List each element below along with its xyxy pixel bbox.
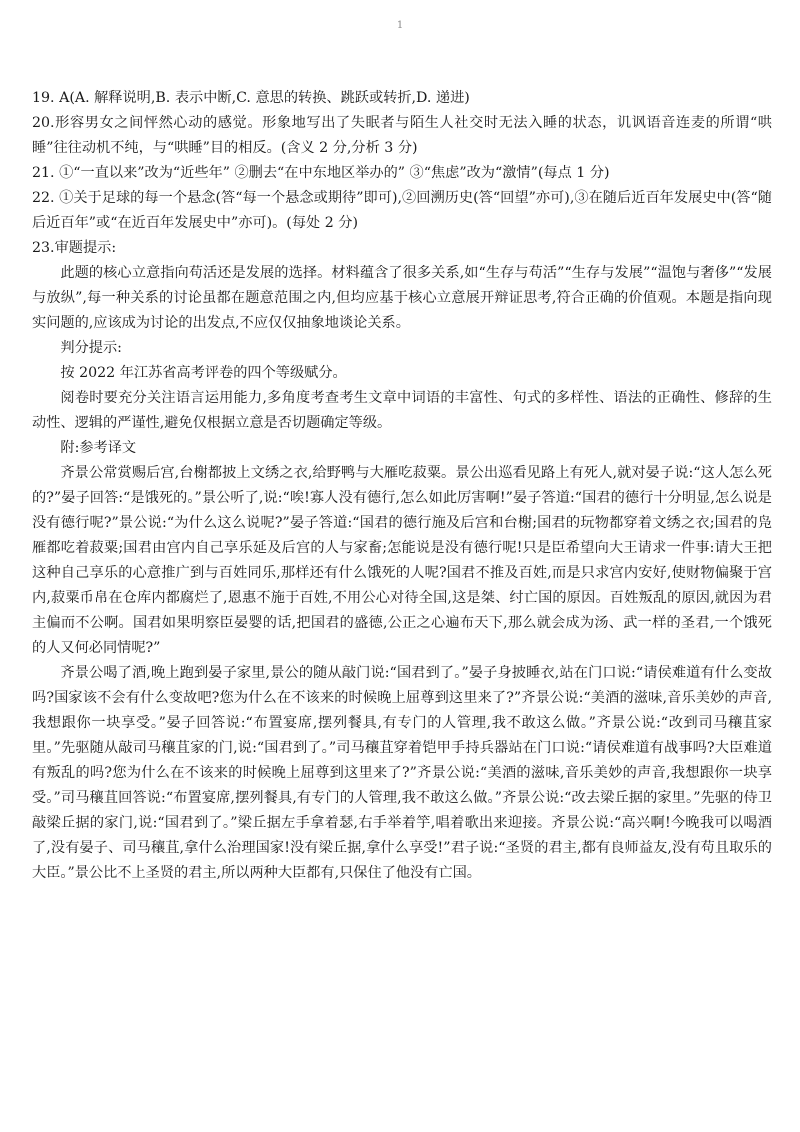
grading-title: 判分提示: <box>60 340 122 356</box>
answer-q23-title: 23.审题提示: <box>32 240 117 256</box>
answer-q20: 20.形容男女之间怦然心动的感觉。形象地写出了失眠者与陌生人社交时无法入睡的状态，讥讽语音连麦的所谓“哄睡”往往动机不纯，与“哄睡”目的相反。(含义 2 分,分析 3 分) <box>32 115 772 156</box>
translation-paragraph-2: 齐景公喝了酒,晚上跑到晏子家里,景公的随从敲门说:“国君到了。”晏子身披睡衣,站在门口说:“请侯难道有什么变故吗?国家该不会有什么变故吧?您为什么在不该来的时候晚上屈尊到这里来了?”齐景公说:“美酒的滋味,音乐美妙的声音,我想跟你一块享受。”晏子回答说:“布置宴席,摆列餐具,有专门的人管理,我不敢这么做。”齐景公说:“改到司马穰苴家里。”先驱随从敲司马穰苴家的门,说:“国君到了。”司马穰苴穿着铠甲手持兵器站在门口说:“请侯难道有战事吗?大臣难道有叛乱的吗?您为什么在不该来的时候晚上屈尊到这里来了?”齐景公说:“美酒的滋味,音乐美妙的声音,我想跟你一块享受。”司马穰苴回答说:“布置宴席,摆列餐具,有专门的人管理,我不敢这么做。”齐景公说:“改去梁丘据的家里。”先驱的侍卫敲梁丘据的家门,说:“国君到了。”梁丘据左手拿着瑟,右手举着竽,唱着歌出来迎接。齐景公说:“高兴啊!今晚我可以喝酒了,没有晏子、司马穰苴,拿什么治理国家!没有梁丘据,拿什么享受!”君子说:“圣贤的君主,都有良师益友,没有苟且取乐的大臣。”景公比不上圣贤的君主,所以两种大臣都有,只保住了他没有亡国。 <box>32 665 772 881</box>
grading-detail: 阅卷时要充分关注语言运用能力,多角度考查考生文章中词语的丰富性、句式的多样性、语法的正确性、修辞的生动性、逻辑的严谨性,避免仅根据立意是否切题确定等级。 <box>32 390 772 431</box>
answer-q23-hint: 此题的核心立意指向苟活还是发展的选择。材料蕴含了很多关系,如“生存与苟活”“生存与发展”“温饱与奢侈”“发展与放纵”,每一种关系的讨论虽都在题意范围之内,但均应基于核心立意展开辩证思考,符合正确的价值观。本题是指向现实问题的,应该成为讨论的出发点,不应仅仅抽象地谈论关系。 <box>32 265 772 331</box>
translation-title: 附:参考译文 <box>60 440 137 456</box>
page-mark: 1 <box>396 20 404 31</box>
reference-translation <box>32 461 772 886</box>
answer-q19: 19. A(A. 解释说明,B. 表示中断,C. 意思的转换、跳跃或转折,D. 递进) <box>32 90 470 106</box>
grading-rule: 按 2022 年江苏省高考评卷的四个等级赋分。 <box>60 365 347 381</box>
translation-paragraph-1: 齐景公常赏赐后宫,台榭都披上文绣之衣,给野鸭与大雁吃菽粟。景公出巡看见路上有死人,就对晏子说:“这人怎么死的?”晏子回答:“是饿死的。”景公听了,说:“唉!寡人没有德行,怎么如此厉害啊!”晏子答道:“国君的德行十分明显,怎么说是没有德行呢?”景公说:“为什么这么说呢?”晏子答道:“国君的德行施及后宫和台榭;国君的玩物都穿着文绣之衣;国君的凫雁都吃着菽粟;国君由宫内自己享乐延及后宫的人与家畜;怎能说是没有德行呢!只是臣希望向大王请求一件事:请大王把这种自己享乐的心意推广到与百姓同乐,那样还有什么饿死的人呢?国君不推及百姓,而是只求宫内安好,使财物偏聚于宫内,菽粟币帛在仓库内都腐烂了,恩惠不施于百姓,不用公心对待全国,这是桀、纣亡国的原因。百姓叛乱的原因,就因为君主偏而不公啊。国君如果明察臣晏婴的话,把国君的盛德,公正之心遍布天下,那么就会成为汤、武一样的圣君,一个饿死的人又何必同情呢?” <box>32 465 772 656</box>
answer-q22: 22. ①关于足球的每一个悬念(答“每一个悬念或期待”即可),②回溯历史(答“回望”亦可),③在随后近百年发展史中(答“随后近百年”或“在近百年发展史中”亦可)。(每处 2 分) <box>32 190 772 231</box>
answer-q21: 21. ①“一直以来”改为“近些年” ②删去“在中东地区举办的” ③“焦虑”改为“激情”(每点 1 分) <box>32 165 610 181</box>
answer-document <box>32 86 772 886</box>
